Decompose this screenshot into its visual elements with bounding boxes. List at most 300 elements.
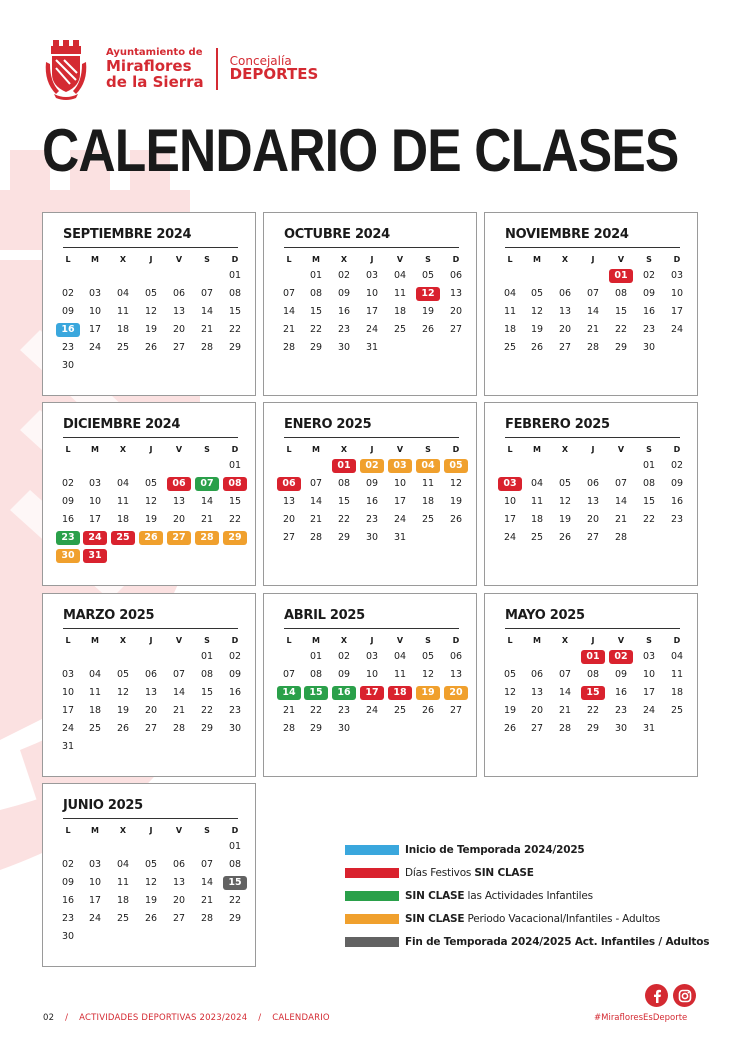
day-cell-red: 25 xyxy=(111,531,135,545)
day-cell: 21 xyxy=(282,705,296,716)
day-cell: 06 xyxy=(586,478,600,489)
day-cell: 04 xyxy=(116,859,130,870)
header xyxy=(44,38,318,100)
legend-item-vacation xyxy=(345,907,709,930)
facebook-icon[interactable] xyxy=(645,984,668,1007)
weekday-header: D xyxy=(452,636,460,645)
weekday-header: S xyxy=(646,255,652,264)
crest-logo xyxy=(44,38,88,100)
day-cell-green: 23 xyxy=(56,531,80,545)
day-cell: 22 xyxy=(200,705,214,716)
day-cell: 15 xyxy=(200,687,214,698)
day-cell: 09 xyxy=(337,669,351,680)
month-title: NOVIEMBRE 2024 xyxy=(505,227,629,242)
weekday-header: V xyxy=(396,445,404,454)
day-cell: 05 xyxy=(503,669,517,680)
day-cell: 09 xyxy=(228,669,242,680)
month-title: FEBRERO 2025 xyxy=(505,417,610,432)
month-title-rule xyxy=(63,818,238,819)
day-cell-gray: 15 xyxy=(223,876,247,890)
day-cell-orange: 20 xyxy=(444,686,468,700)
day-cell: 01 xyxy=(309,651,323,662)
weekday-header: D xyxy=(231,255,239,264)
day-cell: 20 xyxy=(449,306,463,317)
weekday-header: V xyxy=(175,255,183,264)
day-cell: 27 xyxy=(144,723,158,734)
day-cell: 09 xyxy=(614,669,628,680)
day-cell: 04 xyxy=(393,651,407,662)
day-cell: 10 xyxy=(365,288,379,299)
weekday-header: S xyxy=(204,445,210,454)
day-cell: 14 xyxy=(200,496,214,507)
day-cell-orange: 19 xyxy=(416,686,440,700)
day-cell: 28 xyxy=(558,723,572,734)
day-cell: 09 xyxy=(642,288,656,299)
day-cell: 17 xyxy=(88,514,102,525)
day-cell: 08 xyxy=(309,288,323,299)
day-cell: 04 xyxy=(503,288,517,299)
day-cell: 06 xyxy=(144,669,158,680)
day-cell: 13 xyxy=(586,496,600,507)
day-cell: 20 xyxy=(558,324,572,335)
day-cell: 18 xyxy=(116,895,130,906)
day-cell: 24 xyxy=(365,324,379,335)
org-line2: Miraflores xyxy=(106,57,192,75)
day-cell: 21 xyxy=(200,514,214,525)
day-cell: 06 xyxy=(172,859,186,870)
day-cell: 25 xyxy=(503,342,517,353)
month-noviembre xyxy=(484,212,698,396)
day-cell: 15 xyxy=(228,496,242,507)
day-cell: 08 xyxy=(642,478,656,489)
month-mayo xyxy=(484,593,698,777)
month-abril xyxy=(263,593,477,777)
weekday-header: L xyxy=(286,636,292,645)
day-cell-red: 12 xyxy=(416,287,440,301)
day-cell-red: 02 xyxy=(609,650,633,664)
weekday-header: J xyxy=(370,445,374,454)
month-title: MARZO 2025 xyxy=(63,608,155,623)
day-cell: 03 xyxy=(88,288,102,299)
day-cell: 10 xyxy=(61,687,75,698)
month-octubre xyxy=(263,212,477,396)
day-cell: 29 xyxy=(586,723,600,734)
footer-separator: / xyxy=(65,1013,69,1023)
weekday-header: J xyxy=(591,636,595,645)
day-cell: 04 xyxy=(88,669,102,680)
day-cell: 11 xyxy=(530,496,544,507)
day-cell: 16 xyxy=(337,306,351,317)
month-title: MAYO 2025 xyxy=(505,608,585,623)
day-cell: 02 xyxy=(61,288,75,299)
weekday-header: S xyxy=(204,826,210,835)
legend-item-holidays xyxy=(345,861,709,884)
day-cell: 23 xyxy=(614,705,628,716)
day-cell: 15 xyxy=(337,496,351,507)
day-cell: 25 xyxy=(393,324,407,335)
instagram-icon[interactable] xyxy=(673,984,696,1007)
day-cell: 19 xyxy=(144,324,158,335)
weekday-header: L xyxy=(65,826,71,835)
weekday-header: V xyxy=(175,826,183,835)
day-cell: 18 xyxy=(670,687,684,698)
day-cell: 31 xyxy=(61,741,75,752)
day-cell: 22 xyxy=(309,705,323,716)
day-cell: 03 xyxy=(88,478,102,489)
day-cell: 29 xyxy=(200,723,214,734)
org-line1: Ayuntamiento de xyxy=(106,47,203,58)
day-cell: 20 xyxy=(172,514,186,525)
day-cell: 10 xyxy=(88,877,102,888)
day-cell: 21 xyxy=(614,514,628,525)
weekday-header: M xyxy=(91,636,99,645)
day-cell-red: 08 xyxy=(223,477,247,491)
day-cell: 09 xyxy=(365,478,379,489)
day-cell: 12 xyxy=(116,687,130,698)
day-cell-red: 31 xyxy=(83,549,107,563)
day-cell: 16 xyxy=(642,306,656,317)
day-cell-green: 15 xyxy=(304,686,328,700)
day-cell: 19 xyxy=(144,514,158,525)
weekday-header: V xyxy=(396,636,404,645)
day-cell: 02 xyxy=(61,859,75,870)
day-cell: 19 xyxy=(449,496,463,507)
day-cell: 26 xyxy=(144,913,158,924)
day-cell: 08 xyxy=(200,669,214,680)
weekday-header: M xyxy=(533,255,541,264)
day-cell: 20 xyxy=(586,514,600,525)
day-cell: 14 xyxy=(309,496,323,507)
day-cell: 18 xyxy=(530,514,544,525)
day-cell-red: 17 xyxy=(360,686,384,700)
day-cell: 21 xyxy=(309,514,323,525)
day-cell: 28 xyxy=(200,913,214,924)
day-cell: 29 xyxy=(228,913,242,924)
day-cell: 03 xyxy=(365,651,379,662)
day-cell-red: 24 xyxy=(83,531,107,545)
day-cell: 13 xyxy=(558,306,572,317)
weekday-header: L xyxy=(286,255,292,264)
day-cell: 28 xyxy=(586,342,600,353)
day-cell: 28 xyxy=(200,342,214,353)
dept-line1: Concejalía xyxy=(229,53,292,68)
day-cell: 18 xyxy=(503,324,517,335)
day-cell: 19 xyxy=(144,895,158,906)
day-cell: 29 xyxy=(228,342,242,353)
day-cell: 14 xyxy=(558,687,572,698)
weekday-header: X xyxy=(561,255,569,264)
day-cell: 14 xyxy=(200,877,214,888)
day-cell: 18 xyxy=(116,514,130,525)
day-cell: 26 xyxy=(449,514,463,525)
day-cell: 12 xyxy=(421,669,435,680)
month-title-rule xyxy=(63,628,238,629)
day-cell: 09 xyxy=(670,478,684,489)
day-cell-green: 16 xyxy=(332,686,356,700)
day-cell-red: 01 xyxy=(581,650,605,664)
month-title-rule xyxy=(505,628,680,629)
day-cell: 11 xyxy=(116,306,130,317)
day-cell: 15 xyxy=(642,496,656,507)
month-title-rule xyxy=(284,628,459,629)
day-cell: 12 xyxy=(530,306,544,317)
weekday-header: S xyxy=(646,636,652,645)
day-cell: 12 xyxy=(144,306,158,317)
weekday-header: V xyxy=(617,445,625,454)
weekday-header: L xyxy=(507,255,513,264)
day-cell: 20 xyxy=(144,705,158,716)
day-cell: 04 xyxy=(530,478,544,489)
day-cell: 06 xyxy=(449,651,463,662)
day-cell: 24 xyxy=(670,324,684,335)
day-cell: 12 xyxy=(449,478,463,489)
legend-bold: SIN CLASE xyxy=(474,866,534,879)
day-cell: 25 xyxy=(88,723,102,734)
month-title: JUNIO 2025 xyxy=(63,798,143,813)
day-cell: 26 xyxy=(421,705,435,716)
day-cell: 24 xyxy=(88,342,102,353)
day-cell: 13 xyxy=(282,496,296,507)
day-cell: 19 xyxy=(558,514,572,525)
day-cell: 02 xyxy=(228,651,242,662)
social-links xyxy=(645,984,701,1007)
day-cell: 31 xyxy=(393,532,407,543)
day-cell: 19 xyxy=(421,306,435,317)
day-cell: 25 xyxy=(393,705,407,716)
legend-swatch-orange xyxy=(345,914,399,924)
legend-bold: SIN CLASE xyxy=(405,889,465,902)
legend-swatch-gray xyxy=(345,937,399,947)
day-cell: 18 xyxy=(393,306,407,317)
day-cell: 30 xyxy=(61,360,75,371)
legend-bold: Fin de Temporada 2024/2025 Act. Infantiles / Adultos xyxy=(405,935,710,948)
day-cell: 23 xyxy=(337,705,351,716)
day-cell: 30 xyxy=(365,532,379,543)
day-cell: 11 xyxy=(116,877,130,888)
weekday-header: M xyxy=(533,636,541,645)
footer-subsection: CALENDARIO xyxy=(272,1013,330,1023)
header-divider xyxy=(216,48,218,90)
day-cell: 08 xyxy=(337,478,351,489)
day-cell: 26 xyxy=(116,723,130,734)
day-cell: 31 xyxy=(365,342,379,353)
weekday-header: V xyxy=(617,255,625,264)
day-cell: 01 xyxy=(228,460,242,471)
day-cell: 09 xyxy=(61,496,75,507)
day-cell: 16 xyxy=(61,514,75,525)
day-cell: 23 xyxy=(642,324,656,335)
day-cell-orange: 04 xyxy=(416,459,440,473)
day-cell-orange: 30 xyxy=(56,549,80,563)
day-cell: 21 xyxy=(282,324,296,335)
legend-swatch-blue xyxy=(345,845,399,855)
day-cell: 29 xyxy=(309,723,323,734)
day-cell: 03 xyxy=(365,270,379,281)
weekday-header: S xyxy=(204,636,210,645)
day-cell: 05 xyxy=(558,478,572,489)
day-cell: 10 xyxy=(88,306,102,317)
day-cell: 24 xyxy=(393,514,407,525)
day-cell: 20 xyxy=(282,514,296,525)
hashtag: #MirafloresEsDeporte xyxy=(594,1013,688,1023)
day-cell: 11 xyxy=(393,669,407,680)
day-cell: 02 xyxy=(670,460,684,471)
organization-name xyxy=(106,48,204,90)
day-cell: 22 xyxy=(586,705,600,716)
day-cell: 12 xyxy=(144,496,158,507)
weekday-header: V xyxy=(175,636,183,645)
month-title-rule xyxy=(63,437,238,438)
weekday-header: S xyxy=(204,255,210,264)
day-cell: 28 xyxy=(282,723,296,734)
weekday-header: D xyxy=(231,636,239,645)
weekday-header: J xyxy=(591,255,595,264)
day-cell: 23 xyxy=(228,705,242,716)
day-cell: 27 xyxy=(586,532,600,543)
day-cell: 04 xyxy=(116,478,130,489)
day-cell: 10 xyxy=(642,669,656,680)
day-cell: 24 xyxy=(61,723,75,734)
day-cell-red: 06 xyxy=(277,477,301,491)
day-cell: 27 xyxy=(172,342,186,353)
day-cell: 02 xyxy=(61,478,75,489)
weekday-header: D xyxy=(231,445,239,454)
day-cell: 05 xyxy=(421,270,435,281)
legend xyxy=(345,838,709,953)
day-cell: 08 xyxy=(586,669,600,680)
day-cell-blue: 16 xyxy=(56,323,80,337)
weekday-header: S xyxy=(425,255,431,264)
day-cell: 21 xyxy=(172,705,186,716)
weekday-header: M xyxy=(312,636,320,645)
day-cell: 07 xyxy=(172,669,186,680)
weekday-header: J xyxy=(370,636,374,645)
day-cell: 10 xyxy=(670,288,684,299)
weekday-header: V xyxy=(175,445,183,454)
day-cell-orange: 29 xyxy=(223,531,247,545)
weekday-header: L xyxy=(65,255,71,264)
day-cell: 02 xyxy=(337,651,351,662)
weekday-header: J xyxy=(370,255,374,264)
weekday-header: J xyxy=(149,255,153,264)
day-cell: 17 xyxy=(642,687,656,698)
day-cell: 07 xyxy=(614,478,628,489)
day-cell-red: 06 xyxy=(167,477,191,491)
weekday-header: X xyxy=(340,636,348,645)
weekday-header: M xyxy=(91,445,99,454)
day-cell: 14 xyxy=(172,687,186,698)
day-cell: 30 xyxy=(642,342,656,353)
day-cell: 13 xyxy=(449,288,463,299)
weekday-header: X xyxy=(119,636,127,645)
weekday-header: X xyxy=(561,636,569,645)
day-cell-red: 18 xyxy=(388,686,412,700)
day-cell: 05 xyxy=(116,669,130,680)
day-cell: 01 xyxy=(200,651,214,662)
day-cell: 25 xyxy=(116,342,130,353)
day-cell: 23 xyxy=(337,324,351,335)
day-cell: 02 xyxy=(642,270,656,281)
day-cell-red: 01 xyxy=(609,269,633,283)
weekday-header: S xyxy=(425,636,431,645)
weekday-header: L xyxy=(507,636,513,645)
day-cell: 24 xyxy=(365,705,379,716)
day-cell: 22 xyxy=(614,324,628,335)
day-cell: 08 xyxy=(309,669,323,680)
day-cell-orange: 28 xyxy=(195,531,219,545)
month-junio xyxy=(42,783,256,967)
day-cell: 11 xyxy=(88,687,102,698)
weekday-header: J xyxy=(149,445,153,454)
day-cell: 05 xyxy=(144,478,158,489)
day-cell: 26 xyxy=(558,532,572,543)
weekday-header: D xyxy=(452,445,460,454)
day-cell: 11 xyxy=(503,306,517,317)
day-cell-orange: 02 xyxy=(360,459,384,473)
legend-bold: Inicio de Temporada 2024/2025 xyxy=(405,843,585,856)
day-cell: 08 xyxy=(228,288,242,299)
day-cell: 03 xyxy=(61,669,75,680)
weekday-header: L xyxy=(507,445,513,454)
day-cell: 28 xyxy=(172,723,186,734)
day-cell: 08 xyxy=(228,859,242,870)
day-cell: 22 xyxy=(642,514,656,525)
day-cell: 15 xyxy=(614,306,628,317)
day-cell: 12 xyxy=(144,877,158,888)
day-cell: 16 xyxy=(61,895,75,906)
day-cell: 27 xyxy=(449,705,463,716)
day-cell: 09 xyxy=(61,877,75,888)
day-cell: 28 xyxy=(309,532,323,543)
day-cell: 30 xyxy=(228,723,242,734)
weekday-header: D xyxy=(673,255,681,264)
day-cell: 09 xyxy=(61,306,75,317)
day-cell: 11 xyxy=(116,496,130,507)
weekday-header: L xyxy=(65,636,71,645)
weekday-header: X xyxy=(119,445,127,454)
day-cell: 21 xyxy=(586,324,600,335)
day-cell: 14 xyxy=(282,306,296,317)
day-cell: 16 xyxy=(228,687,242,698)
day-cell: 07 xyxy=(309,478,323,489)
day-cell: 24 xyxy=(642,705,656,716)
day-cell: 24 xyxy=(88,913,102,924)
day-cell: 13 xyxy=(449,669,463,680)
department-name xyxy=(230,55,319,83)
day-cell: 01 xyxy=(642,460,656,471)
day-cell: 26 xyxy=(503,723,517,734)
day-cell-orange: 27 xyxy=(167,531,191,545)
weekday-header: X xyxy=(119,255,127,264)
weekday-header: J xyxy=(591,445,595,454)
day-cell: 22 xyxy=(337,514,351,525)
day-cell: 17 xyxy=(670,306,684,317)
day-cell: 02 xyxy=(337,270,351,281)
day-cell-red: 01 xyxy=(332,459,356,473)
page-number: 02 xyxy=(43,1013,55,1023)
month-title: OCTUBRE 2024 xyxy=(284,227,390,242)
legend-bold: SIN CLASE xyxy=(405,912,465,925)
day-cell: 05 xyxy=(144,288,158,299)
legend-swatch-green xyxy=(345,891,399,901)
weekday-header: D xyxy=(673,445,681,454)
weekday-header: M xyxy=(312,445,320,454)
legend-text: las Actividades Infantiles xyxy=(464,889,593,902)
day-cell-green: 14 xyxy=(277,686,301,700)
legend-text: Días Festivos xyxy=(405,866,475,879)
weekday-header: X xyxy=(340,445,348,454)
day-cell: 04 xyxy=(393,270,407,281)
